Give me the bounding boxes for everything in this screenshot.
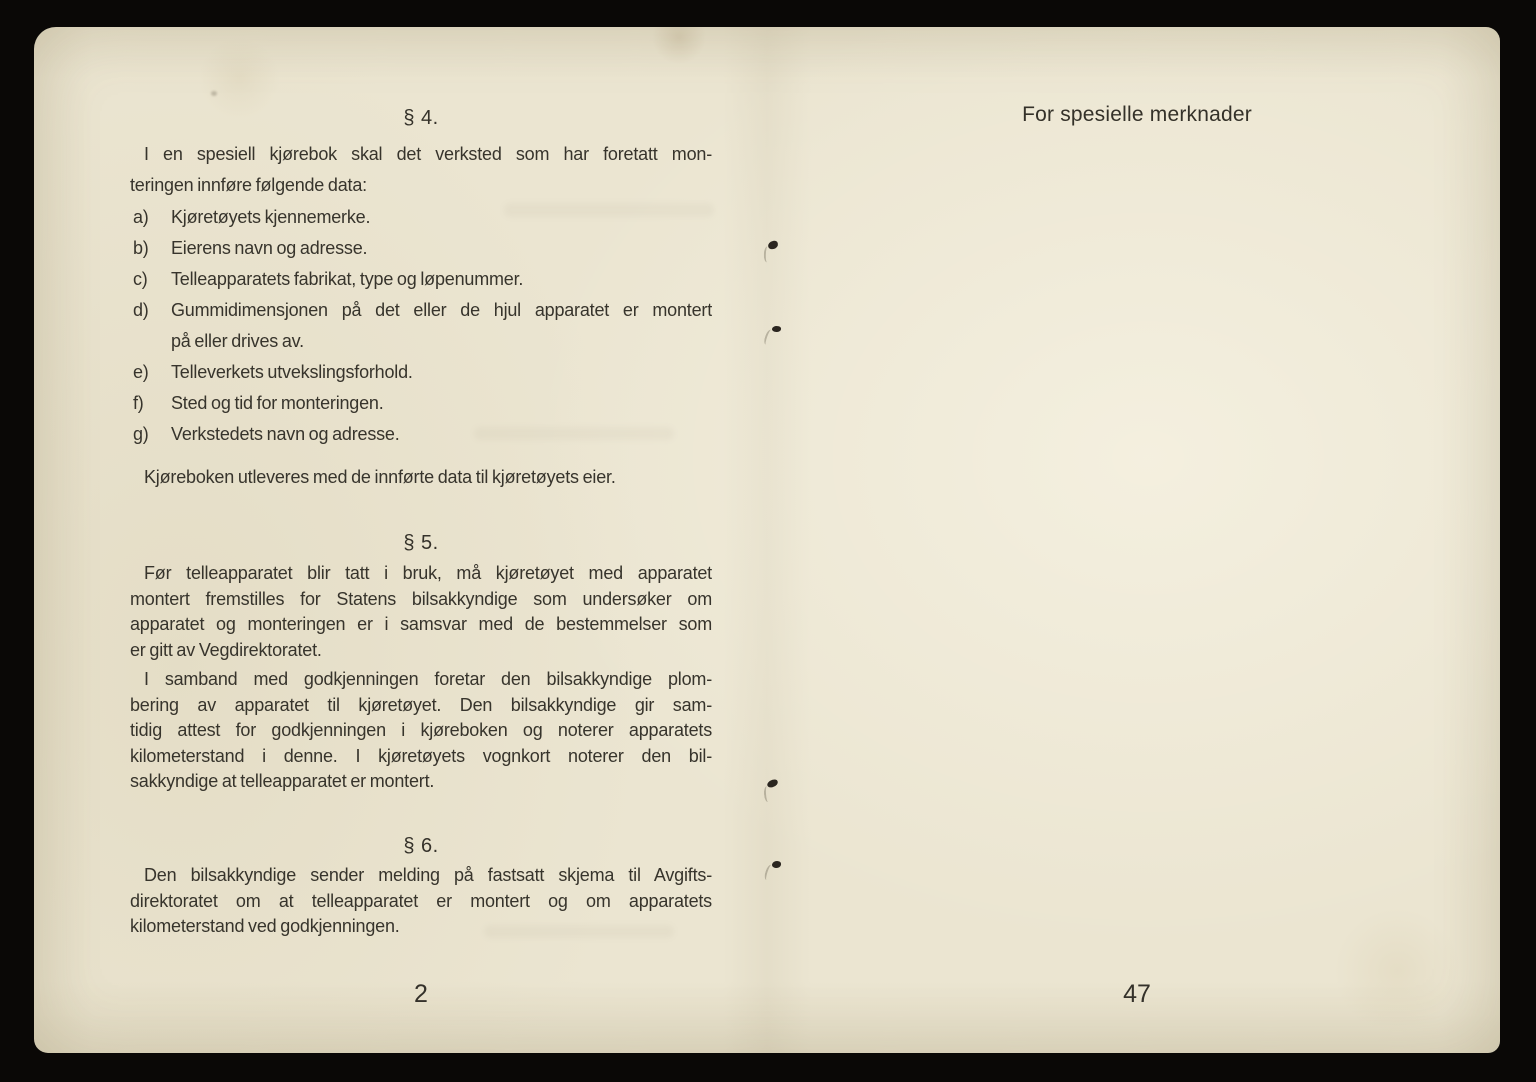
list-item-label: g)	[133, 424, 149, 444]
paragraph-line: bering av apparatet til kjøretøyet. Den bilsakkyndige gir sam-	[130, 694, 712, 715]
right-page	[34, 27, 1500, 1053]
list-item-label: d)	[133, 300, 149, 320]
remarks-heading: For spesielle merknader	[1022, 103, 1252, 126]
left-page-number: 2	[414, 980, 428, 1008]
list-item-text: Sted og tid for monteringen.	[171, 393, 384, 413]
paragraph-line: montert fremstilles for Statens bilsakkyndige som undersøker om	[130, 588, 712, 609]
paragraph-line: I en spesiell kjørebok skal det verksted som har foretatt mon-	[144, 144, 712, 164]
right-page-number: 47	[1123, 980, 1151, 1008]
paragraph-line: Kjøreboken utleveres med de innførte data til kjøretøyets eier.	[144, 467, 616, 487]
paragraph-line: sakkyndige at telleapparatet er montert.	[130, 771, 435, 791]
paragraph-line: teringen innføre følgende data:	[130, 175, 367, 195]
section-5-heading: § 5.	[403, 532, 439, 554]
list-item-text: på eller drives av.	[171, 331, 304, 351]
booklet-paper	[34, 27, 1500, 1053]
list-item-text: Telleapparatets fabrikat, type og løpenummer.	[171, 269, 524, 289]
section-6-heading: § 6.	[403, 835, 439, 857]
list-item-label: f)	[133, 393, 144, 413]
list-item-text: Telleverkets utvekslingsforhold.	[171, 362, 413, 382]
list-item-text: Gummidimensjonen på det eller de hjul apparatet er montert	[171, 300, 712, 320]
list-item-text: Eierens navn og adresse.	[171, 238, 368, 258]
paragraph-line: kilometerstand i denne. I kjøretøyets vognkort noterer den bil-	[130, 745, 712, 766]
paragraph-line: I samband med godkjenningen foretar den bilsakkyndige plom-	[144, 669, 712, 689]
paragraph-line: Den bilsakkyndige sender melding på fastsatt skjema til Avgifts-	[144, 865, 712, 885]
list-item-label: a)	[133, 207, 149, 227]
paragraph-line: apparatet og monteringen er i samsvar med de bestemmelser som	[130, 614, 712, 634]
section-4-heading: § 4.	[403, 107, 439, 129]
paragraph-line: Før telleapparatet blir tatt i bruk, må kjøretøyet med apparatet	[144, 563, 712, 583]
list-item-text: Kjøretøyets kjennemerke.	[171, 207, 371, 227]
list-item-label: b)	[133, 238, 149, 258]
paragraph-line: er gitt av Vegdirektoratet.	[130, 639, 322, 660]
list-item-label: c)	[133, 269, 148, 289]
paragraph-line: direktoratet om at telleapparatet er montert og om apparatets	[130, 890, 712, 911]
paragraph-line: kilometerstand ved godkjenningen.	[130, 916, 400, 936]
paragraph-line: tidig attest for godkjenningen i kjøreboken og noterer apparatets	[130, 720, 712, 740]
list-item-text: Verkstedets navn og adresse.	[171, 424, 400, 444]
list-item-label: e)	[133, 362, 149, 382]
